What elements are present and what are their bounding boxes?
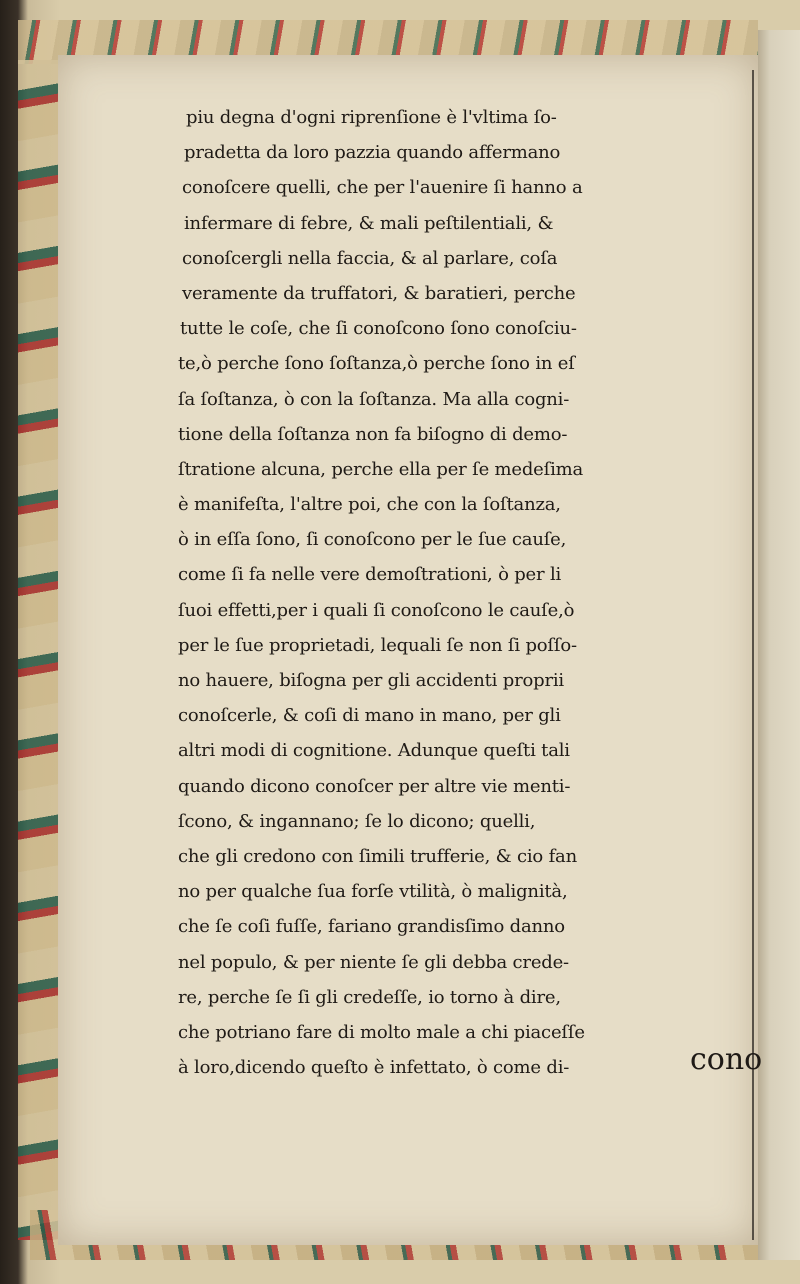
text-line-20: quando dicono conoſcer per altre vie menti-: [178, 775, 571, 797]
text-line-3: conoſcere quelli, che per l'auenire ſi hanno a: [182, 177, 583, 199]
text-line-19: altri modi di cognitione. Adunque queſti tali: [178, 740, 570, 762]
text-line-1: piu degna d'ogni riprenſione è l'vltima ſo-: [186, 107, 557, 128]
text-line-16: per le ſue proprietadi, lequali ſe non ſi poſſo-: [178, 634, 577, 656]
text-line-2: pradetta da loro pazzia quando affermano: [184, 142, 561, 164]
adjacent-page-edge: [758, 30, 800, 1260]
text-line-6: veramente da truffatori, & baratieri, perche: [182, 282, 576, 304]
text-line-21: ſcono, & ingannano; ſe lo dicono; quelli,: [178, 810, 536, 832]
text-line-5: conoſcergli nella faccia, & al parlare, coſa: [182, 247, 558, 269]
page-text: [172, 100, 757, 1085]
text-line-25: nel populo, & per niente ſe gli debba crede-: [178, 951, 569, 973]
text-line-9: ſa ſoſtanza, ò con la ſoſtanza. Ma alla cogni-: [178, 388, 570, 410]
text-line-4: infermare di febre, & mali peſtilentiali, &: [184, 212, 554, 234]
text-line-28: à loro,dicendo queſto è infettato, ò come di-: [178, 1057, 570, 1079]
text-line-8: te,ò perche ſono ſoſtanza,ò perche ſono in eſ: [178, 353, 575, 375]
catchword: cono: [690, 1042, 763, 1077]
text-line-24: che ſe coſi fuſſe, fariano grandisſimo danno: [178, 916, 565, 938]
text-line-26: re, perche ſe ſi gli credeſſe, io torno à dire,: [178, 986, 561, 1008]
text-line-22: che gli credono con ſimili trufferie, & cio fan: [178, 845, 577, 867]
text-line-18: conoſcerle, & coſi di mano in mano, per gli: [178, 705, 561, 727]
text-line-17: no hauere, biſogna per gli accidenti proprii: [178, 670, 564, 691]
text-line-23: no per qualche ſua forſe vtilità, ò malignità,: [178, 881, 568, 903]
text-line-27: che potriano fare di molto male a chi piaceſſe: [178, 1021, 585, 1043]
text-line-15: ſuoi effetti,per i quali ſi conoſcono le cauſe,ò: [178, 599, 575, 621]
text-line-14: come ſi fa nelle vere demoſtrationi, ò per li: [178, 564, 562, 586]
text-line-7: tutte le coſe, che ſi conoſcono ſono conoſciu-: [180, 318, 577, 340]
text-line-12: è manifeſta, l'altre poi, che con la ſoſtanza,: [178, 494, 561, 516]
text-line-10: tione della ſoſtanza non fa biſogno di demo-: [178, 423, 568, 445]
text-line-11: ſtratione alcuna, perche ella per ſe medeſima: [178, 458, 584, 480]
text-line-13: ò in eſſa ſono, ſi conoſcono per le ſue cauſe,: [178, 529, 567, 551]
